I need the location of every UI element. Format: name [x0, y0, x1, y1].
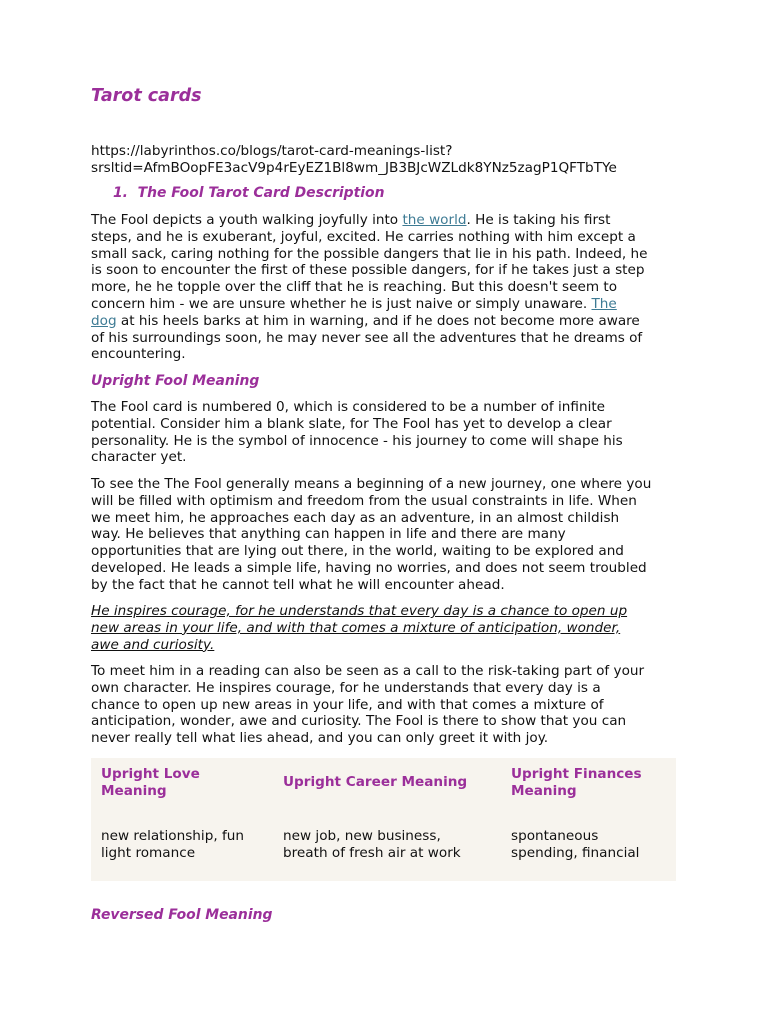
section-heading-text: The Fool Tarot Card Description — [137, 185, 385, 201]
cell-line: spontaneous — [511, 828, 599, 844]
cell-line: light romance — [101, 845, 196, 861]
the-world-link[interactable]: the world — [402, 212, 467, 228]
paragraph-line: To meet him in a reading can also be seen as a call to the risk-taking part of your — [91, 663, 645, 679]
paragraph-line: developed. He leads a simple life, having no worries, and does not seem troubled — [91, 559, 647, 576]
paragraph-line: chance to open up new areas in your life, and with that comes a mixture of — [91, 696, 604, 713]
paragraph-line: small sack, caring nothing for the possible dangers that lie in his path. Indeed, he — [91, 245, 648, 262]
text-run: . He is taking his first — [466, 212, 611, 228]
meanings-table — [91, 758, 676, 881]
cell-finances — [511, 828, 639, 862]
header-upright-finances — [511, 766, 642, 800]
paragraph-line: steps, and he is exuberant, joyful, excited. He carries nothing with him except a — [91, 228, 636, 245]
header-line: Upright Finances — [511, 766, 642, 782]
paragraph-line: own character. He inspires courage, for he understands that every day is a — [91, 679, 601, 696]
paragraph-line: more, he he topple over the cliff that he is reaching. But this doesn't seem to — [91, 279, 618, 296]
paragraph-line: will be filled with optimism and freedom from the usual constraints in life. When — [91, 492, 637, 509]
cell-line: spending, financial — [511, 845, 640, 861]
quote-paragraph — [91, 603, 681, 653]
page-title: Tarot cards — [91, 86, 202, 106]
paragraph-line — [91, 313, 681, 330]
header-line: Meaning — [101, 783, 167, 799]
cell-love — [101, 828, 244, 862]
header-upright-love — [101, 766, 200, 800]
header-line: Upright Love — [101, 766, 200, 782]
cell-line: new relationship, fun — [101, 828, 244, 844]
paragraph-line: To see the The Fool generally means a beginning of a new journey, one where you — [91, 476, 652, 492]
text-run: concern him - we are unsure whether he is just naive or simply unaware. — [91, 295, 592, 312]
paragraph-line: encountering. — [91, 346, 186, 363]
paragraph-line: way. He believes that anything can happen in life and there are many — [91, 526, 566, 543]
quote-line: new areas in your life, and with that comes a mixture of anticipation, wonder, — [91, 619, 621, 636]
paragraph-line: anticipation, wonder, awe and curiosity. The Fool is there to show that you can — [91, 713, 627, 730]
header-upright-career — [283, 774, 467, 791]
quote-line: awe and curiosity. — [91, 636, 215, 653]
source-url — [91, 143, 677, 177]
paragraph-line: never really tell what lies ahead, and you can only greet it with joy. — [91, 730, 549, 747]
cell-career — [283, 828, 461, 862]
quote-line: He inspires courage, for he understands that every day is a chance to open up — [91, 603, 628, 619]
description-paragraph — [91, 212, 681, 363]
cell-line: breath of fresh air at work — [283, 845, 461, 861]
the-dog-link[interactable]: The — [591, 295, 617, 312]
upright-heading: Upright Fool Meaning — [91, 373, 260, 389]
paragraph-line: is soon to encounter the first of these possible dangers, for if he takes just a step — [91, 262, 645, 279]
paragraph-line: by the fact that he cannot tell what he will encounter ahead. — [91, 576, 505, 593]
reversed-heading: Reversed Fool Meaning — [91, 907, 273, 923]
paragraph-line: opportunities that are lying out there, in the world, waiting to be explored and — [91, 543, 624, 560]
paragraph-line — [91, 296, 681, 313]
paragraph-line: we meet him, he approaches each day as an adventure, in an almost childish — [91, 509, 620, 526]
paragraph-line: character yet. — [91, 449, 187, 466]
upright-paragraph-3 — [91, 663, 681, 747]
paragraph-line: personality. He is the symbol of innocence - his journey to come will shape his — [91, 432, 623, 449]
paragraph-line — [91, 212, 681, 229]
section-heading — [113, 185, 384, 201]
the-dog-link[interactable]: dog — [91, 312, 117, 329]
section-number: 1. — [113, 185, 128, 201]
paragraph-line: The Fool card is numbered 0, which is considered to be a number of infinite — [91, 399, 606, 415]
header-line: Upright Career Meaning — [283, 774, 468, 790]
source-url-line: https://labyrinthos.co/blogs/tarot-card-meanings-list? — [91, 143, 453, 159]
paragraph-line: potential. Consider him a blank slate, for The Fool has yet to develop a clear — [91, 415, 612, 432]
header-line: Meaning — [511, 783, 577, 799]
text-run: at his heels barks at him in warning, and if he does not become more aware — [116, 312, 640, 329]
source-url-line: srsltid=AfmBOopFE3acV9p4rEyEZ1Bl8wm_JB3BJcWZLdk8YNz5zagP1QFTbTYe — [91, 159, 617, 176]
paragraph-line: of his surroundings soon, he may never see all the adventures that he dreams of — [91, 329, 643, 346]
cell-line: new job, new business, — [283, 828, 441, 844]
text-run: The Fool depicts a youth walking joyfully into — [91, 212, 403, 228]
upright-paragraph-2 — [91, 476, 681, 594]
upright-paragraph-1 — [91, 399, 681, 466]
